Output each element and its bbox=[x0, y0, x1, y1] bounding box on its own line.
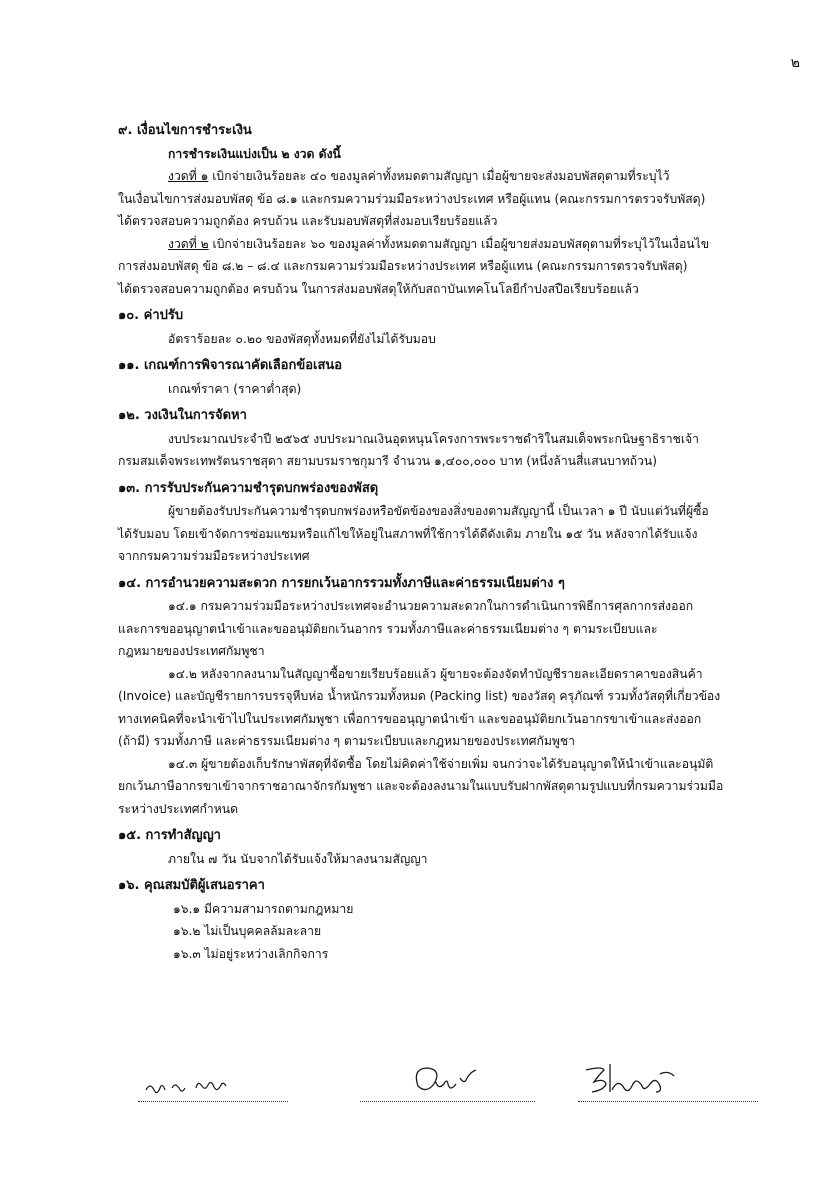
section-heading: ๑๔. การอำนวยความสะดวก การยกเว้นอากรรวมทั้งภาษีและค่าธรรมเนียมต่าง ๆ bbox=[118, 575, 565, 591]
installment-1-line bbox=[118, 165, 758, 188]
signature-line bbox=[578, 1100, 758, 1102]
text-line: เกณฑ์ราคา (ราคาต่ำสุด) bbox=[168, 381, 302, 396]
list-item: ๑๖.๒ ไม่เป็นบุคคลล้มละลาย bbox=[173, 924, 322, 938]
text-line: ได้รับมอบ โดยเข้าจัดการซ่อมแซมหรือแก้ไขให้อยู่ในสภาพที่ใช้การได้ดีดังเดิม ภายใน ๑๕ วัน หลังจากได้รับแจ้ง bbox=[118, 526, 698, 541]
document-body bbox=[118, 120, 758, 965]
installment-text: เบิกจ่ายเงินร้อยละ ๔๐ ของมูลค่าทั้งหมดตามสัญญา เมื่อผู้ขายจะส่งมอบพัสดุตามที่ระบุไว้ bbox=[208, 169, 670, 183]
signature-line bbox=[138, 1100, 288, 1102]
text-line: การส่งมอบพัสดุ ข้อ ๘.๒ – ๘.๔ และกรมความร่วมมือระหว่างประเทศ หรือผู้แทน (คณะกรรมการตรวจรับพัสดุ) bbox=[118, 259, 688, 273]
text-line: ได้ตรวจสอบความถูกต้อง ครบถ้วน ในการส่งมอบพัสดุให้กับสถาบันเทคโนโลยีกำปงสปือเรียบร้อยแล้ว bbox=[118, 281, 639, 296]
text-line: ทางเทคนิคที่จะนำเข้าไปในประเทศกัมพูชา เพื่อการขออนุญาตนำเข้า และขออนุมัติยกเว้นอากรขาเข้าและส่งออก bbox=[118, 711, 702, 726]
text-line: กฎหมายของประเทศกัมพูชา bbox=[118, 644, 265, 658]
signature-line bbox=[360, 1100, 535, 1102]
section-heading: ๑๐. ค่าปรับ bbox=[118, 308, 184, 323]
handwritten-signature-icon bbox=[360, 1062, 535, 1100]
section-heading: ๑๒. วงเงินในการจัดหา bbox=[118, 408, 247, 423]
section-subheading: การชำระเงินแบ่งเป็น ๒ งวด ดังนี้ bbox=[168, 146, 341, 161]
text-line: (Invoice) และบัญชีรายการบรรจุหีบห่อ น้ำหนักรวมทั้งหมด (Packing list) ของวัสดุ ครุภัณฑ์ รวมทั้งวัสดุที่เกี่ยวข้อง bbox=[118, 689, 721, 703]
list-item: ๑๖.๑ มีความสามารถตามกฎหมาย bbox=[173, 901, 354, 916]
text-line: ได้ตรวจสอบความถูกต้อง ครบถ้วน และรับมอบพัสดุที่ส่งมอบเรียบร้อยแล้ว bbox=[118, 214, 498, 228]
text-line: จากกรมความร่วมมือระหว่างประเทศ bbox=[118, 549, 310, 563]
section-selection-criteria bbox=[118, 355, 758, 400]
section-facilitation-exemption bbox=[118, 573, 758, 821]
section-heading: ๑๕. การทำสัญญา bbox=[118, 828, 221, 843]
text-line: ในเงื่อนไขการส่งมอบพัสดุ ข้อ ๘.๑ และกรมความร่วมมือระหว่างประเทศ หรือผู้แทน (คณะกรรมการตรวจรับพัสดุ) bbox=[118, 191, 706, 206]
text-line: ยกเว้นภาษีอากรขาเข้าจากราชอาณาจักรกัมพูชา และจะต้องลงนามในแบบรับฝากพัสดุตามรูปแบบที่กรมความร่วมมือ bbox=[118, 779, 724, 793]
installment-label: งวดที่ ๒ bbox=[168, 236, 209, 251]
signature-2 bbox=[360, 1062, 535, 1102]
installment-text: เบิกจ่ายเงินร้อยละ ๖๐ ของมูลค่าทั้งหมดตามสัญญา เมื่อผู้ขายส่งมอบพัสดุตามที่ระบุไว้ในเงื่อนไข bbox=[208, 236, 710, 251]
text-line: (ถ้ามี) รวมทั้งภาษี และค่าธรรมเนียมต่าง ๆ ตามระเบียบและกฎหมายของประเทศกัมพูชา bbox=[118, 734, 576, 748]
text-line: ๑๔.๒ หลังจากลงนามในสัญญาซื้อขายเรียบร้อยแล้ว ผู้ขายจะต้องจัดทำบัญชีรายละเอียดราคาของสินค้า bbox=[168, 666, 703, 681]
page-number: ๒ bbox=[790, 55, 800, 71]
section-heading: ๙. เงื่อนไขการชำระเงิน bbox=[118, 123, 252, 138]
text-line: อัตราร้อยละ ๐.๒๐ ของพัสดุทั้งหมดที่ยังไม่ได้รับมอบ bbox=[168, 331, 436, 346]
text-line: งบประมาณประจำปี ๒๕๖๕ งบประมาณเงินอุดหนุนโครงการพระราชดำริในสมเด็จพระกนิษฐาธิราชเจ้า bbox=[168, 431, 700, 446]
section-budget bbox=[118, 405, 758, 473]
section-payment-terms bbox=[118, 120, 758, 300]
list-item: ๑๖.๓ ไม่อยู่ระหว่างเลิกกิจการ bbox=[173, 946, 329, 961]
section-contract bbox=[118, 825, 758, 870]
handwritten-signature-icon bbox=[578, 1060, 758, 1100]
section-heading: ๑๓. การรับประกันความชำรุดบกพร่องของพัสดุ bbox=[118, 480, 379, 496]
section-warranty bbox=[118, 478, 758, 568]
handwritten-signature-icon bbox=[138, 1070, 288, 1100]
text-line: และการขออนุญาตนำเข้าและขออนุมัติยกเว้นอากร รวมทั้งภาษีและค่าธรรมเนียมต่าง ๆ ตามระเบียบและ bbox=[118, 621, 658, 636]
text-line: ภายใน ๗ วัน นับจากได้รับแจ้งให้มาลงนามสัญญา bbox=[168, 851, 428, 866]
signature-area bbox=[118, 1052, 758, 1102]
text-line: กรมสมเด็จพระเทพรัตนราชสุดา สยามบรมราชกุมารี จำนวน ๑,๔๐๐,๐๐๐ บาท (หนึ่งล้านสี่แสนบาทถ้วน) bbox=[118, 454, 657, 468]
section-penalty bbox=[118, 305, 758, 350]
text-line: ๑๔.๑ กรมความร่วมมือระหว่างประเทศจะอำนวยความสะดวกในการดำเนินการพิธีการศุลกากรส่งออก bbox=[168, 599, 694, 613]
text-line: ๑๔.๓ ผู้ขายต้องเก็บรักษาพัสดุที่จัดซื้อ โดยไม่คิดค่าใช้จ่ายเพิ่ม จนกว่าจะได้รับอนุญาตให้นำเข้าและอนุมัติ bbox=[168, 756, 714, 771]
installment-2-line bbox=[118, 233, 758, 256]
text-line: ระหว่างประเทศกำหนด bbox=[118, 801, 239, 816]
text-line: ผู้ขายต้องรับประกันความชำรุดบกพร่องหรือขัดข้องของสิ่งของตามสัญญานี้ เป็นเวลา ๑ ปี นับแต่วันที่ผู้ซื้อ bbox=[168, 504, 709, 518]
section-bidder-qualifications bbox=[118, 875, 758, 965]
installment-label: งวดที่ ๑ bbox=[168, 169, 209, 183]
section-heading: ๑๖. คุณสมบัติผู้เสนอราคา bbox=[118, 878, 265, 893]
section-heading: ๑๑. เกณฑ์การพิจารณาคัดเลือกข้อเสนอ bbox=[118, 358, 343, 373]
signature-3 bbox=[578, 1060, 758, 1102]
signature-1 bbox=[138, 1070, 288, 1102]
